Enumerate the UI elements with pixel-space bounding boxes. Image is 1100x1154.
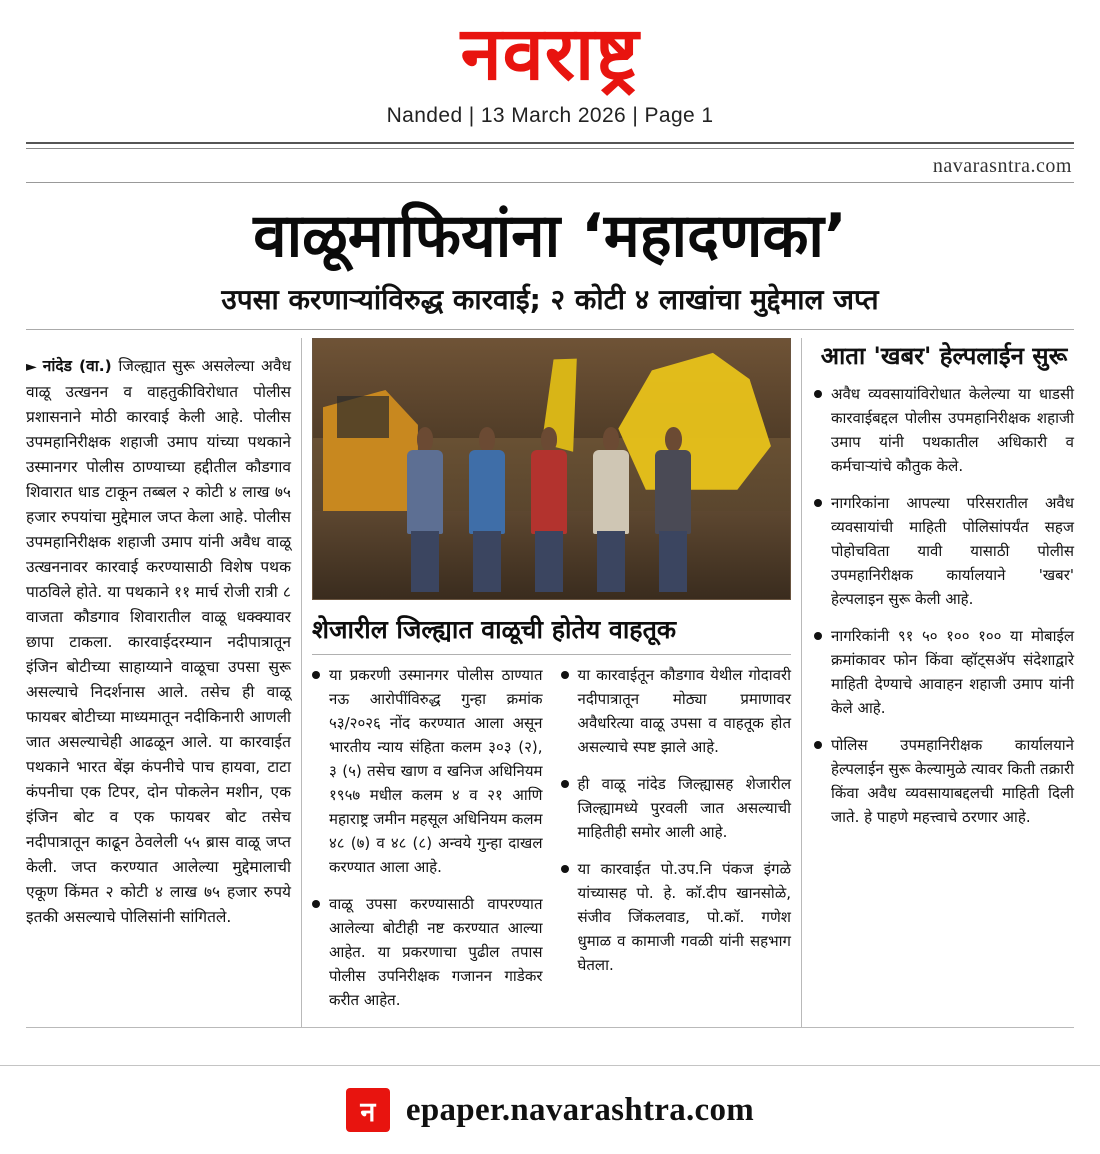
column-middle <box>302 338 802 1028</box>
person-figure <box>399 427 451 588</box>
truck-window-shape <box>337 396 389 438</box>
middle-box-title: शेजारील जिल्ह्यात वाळूची होतेय वाहतूक <box>312 615 677 644</box>
list-item: नागरिकांनी ९१ ५० १०० १०० या मोबाईल क्रमांकावर फोन किंवा व्हॉट्सअ‍ॅप संदेशाद्वारे माहिती देण्याचे आवाहन शहाजी उमाप यांनी केले आहे. <box>814 624 1074 720</box>
right-box-title: आता 'खबर' हेल्पलाईन सुरू <box>820 342 1068 370</box>
list-item: या कारवाईत पो.उप.नि पंकज इंगळे यांच्यासह पो. हे. कॉ.दीप खानसोळे, संजीव जिंकलवाड, पो.कॉ. गणेश धुमाळ व कामाजी गवळी यांनी सहभाग घेतला. <box>561 857 792 977</box>
footer-url[interactable]: epaper.navarashtra.com <box>405 1091 755 1128</box>
website-url: navarasntra.com <box>932 155 1072 177</box>
list-item: नागरिकांना आपल्या परिसरातील अवैध व्यवसायांची माहिती पोलिसांपर्यंत सहज पोहोचविता यावी यासाठी पोलीस उपमहानिरीक्षक कार्यालयाने 'खबर' हेल्पलाइन सुरू केली आहे. <box>814 491 1074 611</box>
list-item: या प्रकरणी उस्मानगर पोलीस ठाण्यात नऊ आरोपींविरुद्ध गुन्हा क्रमांक ५३/२०२६ नोंद करण्यात आला असून भारतीय न्याय संहिता कलम ३०३ (२), ३ (५) तसेच खाण व खनिज अधिनियम १९५७ मधील कलम ४ व २१ आणि महाराष्ट्र जमीन महसूल अधिनियम कलम ४८ (७) व ४८ (८) अन्वये गुन्हा दाखल करण्यात आला आहे. <box>312 663 543 879</box>
masthead <box>26 0 1074 128</box>
person-figure <box>647 427 699 588</box>
list-item: या कारवाईतून कौडगाव येथील गोदावरी नदीपात्रातून मोठ्या प्रमाणावर अवैधरित्या वाळू उपसा व वाहतूक होत असल्याचे स्पष्ट झाले आहे. <box>561 663 792 759</box>
sub-headline: उपसा करणाऱ्यांविरुद्ध कारवाई; २ कोटी ४ लाखांचा मुद्देमाल जप्त <box>221 283 879 316</box>
page-title: वाळूमाफियांना ‘महादणका’ <box>253 201 847 271</box>
person-figure <box>461 427 513 588</box>
headline-divider <box>26 329 1074 330</box>
triangle-right-icon: ► <box>26 358 37 375</box>
article-body <box>26 338 1074 1028</box>
middle-box-divider <box>312 654 791 655</box>
right-bullet-list <box>814 382 1074 829</box>
column-left <box>26 338 302 1028</box>
header-divider <box>26 182 1074 183</box>
headline-block <box>26 191 1074 319</box>
masthead-divider <box>26 142 1074 149</box>
lead-paragraph <box>26 354 291 930</box>
column-right <box>802 338 1074 1028</box>
footer-bar <box>0 1065 1100 1154</box>
dateline: नांदेड (वा.) <box>42 356 112 375</box>
lead-text: जिल्ह्यात सुरू असलेल्या अवैध वाळू उत्खनन व वाहतुकीविरोधात पोलीस प्रशासनाने मोठी कारवाई केली आहे. पोलीस उपमहानिरीक्षक शहाजी उमाप यांच्या पथकाने उस्मानगर पोलीस ठाण्याच्या हद्दीतील कौडगाव शिवारात धाड टाकून तब्बल २ कोटी ४ लाख ७५ हजार रुपयांचा मुद्देमाल जप्त केला आहे. पोलीस उपमहानिरीक्षक शहाजी उमाप यांनी अवैध वाळू उत्खननावर कारवाई करण्यासाठी विशेष पथक पाठविले होते. या पथकाने ११ मार्च रोजी रात्री ८ वाजता कौडगाव शिवारातील वाळू धक्क्यावर छापा टाकला. कारवाईदरम्यान नदीपात्रातून इंजिन बोटीच्या साहाय्याने वाळूचा उपसा सुरू असल्याचे निदर्शनास आले. तसेच ही वाळू फायबर बोटीच्या माध्यमातून नदीकिनारी आणली जात असल्याचेही आढळून आले. या कारवाईत पथकाने भारत बेंझ कंपनीचे पाच हायवा, टाटा कंपनीचा एक टिपर, दोन पोकलेन मशीन, एक इंजिन बोट व एक फायबर बोट तसेच नदीपात्रातून काढून ठेवलेली ५५ ब्रास वाळू जप्त केली. जप्त करण्यात आलेल्या मुद्देमालाची एकूण किंमत २ कोटी ४ लाख ७५ हजार रुपये इतकी असल्याचे पोलिसांनी सांगितले. <box>26 356 291 926</box>
next-story-strip <box>26 1027 1074 1058</box>
article-photo <box>312 338 791 600</box>
masthead-title: नवराष्ट्र <box>460 11 640 97</box>
list-item: वाळू उपसा करण्यासाठी वापरण्यात आलेल्या बोटीही नष्ट करण्यात आल्या आहेत. या प्रकरणाचा पुढील तपास पोलीस उपनिरीक्षक गजानन गाडेकर करीत आहेत. <box>312 892 543 1012</box>
person-figure <box>523 427 575 588</box>
list-item: पोलिस उपमहानिरीक्षक कार्यालयाने हेल्पलाईन सुरू केल्यामुळे त्यावर किती तक्रारी किंवा अवैध व्यवसायाबद्दलची माहिती दिली जाते. हे पाहणे महत्त्वाचे ठरणार आहे. <box>814 733 1074 829</box>
middle-bullet-list <box>312 663 791 1012</box>
edition-line: Nanded | 13 March 2026 | Page 1 <box>386 104 714 127</box>
list-item: ही वाळू नांदेड जिल्ह्यासह शेजारील जिल्ह्यामध्ये पुरवली जात असल्याची माहितीही समोर आली आहे. <box>561 772 792 844</box>
person-figure <box>585 427 637 588</box>
brand-logo-icon: न <box>346 1088 390 1132</box>
middle-box-columns <box>312 663 791 1012</box>
list-item: अवैध व्यवसायांविरोधात केलेल्या या धाडसी कारवाईबद्दल पोलीस उपमहानिरीक्षक शहाजी उमाप यांनी पथकातील अधिकारी व कर्मचाऱ्यांचे कौतुक केले. <box>814 382 1074 478</box>
